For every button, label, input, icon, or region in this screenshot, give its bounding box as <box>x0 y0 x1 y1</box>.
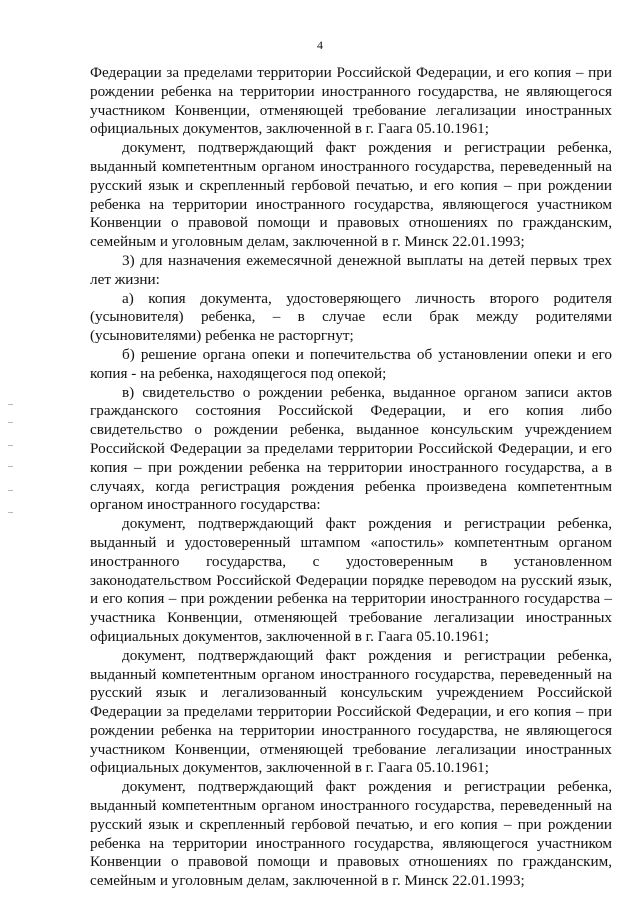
paragraph-continuation: Федерации за пределами территории Российской Федерации, и его копия – при рождении ребенка на территории иностранного государства, не являющегося участником Конвенции, отменяющей требование легализации иностранных официальных документов, заключенной в г. Гаага 05.10.1961; <box>90 64 612 138</box>
paragraph-item-c: в) свидетельство о рождении ребенка, выданное органом записи актов гражданского состояния Российской Федерации, и его копия либо свидетельство о рождении ребенка, выданное консульским учреждением Российской Федерации за пределами территории Российской Федерации, и его копия – при рождении ребенка на территории иностранного государства, а в случаях, когда регистрация рождения ребенка произведена компетентным органом иностранного государства: <box>90 383 612 514</box>
scan-mark <box>8 404 13 405</box>
scan-mark <box>8 512 13 513</box>
scan-margin-marks <box>8 400 20 530</box>
scan-mark <box>8 466 13 467</box>
paragraph-item-a: а) копия документа, удостоверяющего личность второго родителя (усыновителя) ребенка, – в случае если брак между родителями (усыновителями) ребенка не расторгнут; <box>90 289 612 345</box>
scan-mark <box>8 445 13 446</box>
scan-mark <box>8 422 13 423</box>
paragraph-sealed-document: документ, подтверждающий факт рождения и регистрации ребенка, выданный компетентным органом иностранного государства, переведенный на русский язык и скрепленный гербовой печатью, и его копия – при рождении ребенка на территории иностранного государства, являющегося участником Конвенции о правовой помощи и правовых отношениях по гражданским, семейным и уголовным делам, заключенной в г. Минск 22.01.1993; <box>90 778 612 890</box>
paragraph-item-b: б) решение органа опеки и попечительства об установлении опеки и его копия - на ребенка, находящегося под опекой; <box>90 345 612 382</box>
paragraph-apostille-document: документ, подтверждающий факт рождения и регистрации ребенка, выданный и удостоверенный штампом «апостиль» компетентным органом иностранного государства, с удостоверенным в установленном законодательством Российской Федерации порядке переводом на русский язык, и его копия – при рождении ребенка на территории иностранного государства – участника Конвенции, отменяющей требование легализации иностранных официальных документов, заключенной в г. Гаага 05.10.1961; <box>90 515 612 645</box>
paragraph-legalized-document: документ, подтверждающий факт рождения и регистрации ребенка, выданный компетентным органом иностранного государства, переведенный на русский язык и легализованный консульским учреждением Российской Федерации за пределами территории Российской Федерации, и его копия – при рождении ребенка на территории иностранного государства, не являющегося участником Конвенции, отменяющей требование легализации иностранных официальных документов, заключенной в г. Гаага 05.10.1961; <box>90 646 612 777</box>
paragraph-birth-document-minsk-convention: документ, подтверждающий факт рождения и регистрации ребенка, выданный компетентным органом иностранного государства, переведенный на русский язык и скрепленный гербовой печатью, и его копия – при рождении ребенка на территории иностранного государства, являющегося участником Конвенции о правовой помощи и правовых отношениях по гражданским, семейным и уголовным делам, заключенной в г. Минск 22.01.1993; <box>90 139 612 251</box>
paragraph-item-3-heading: 3) для назначения ежемесячной денежной выплаты на детей первых трех лет жизни: <box>90 251 612 288</box>
document-text-body <box>90 64 612 891</box>
scan-mark <box>8 490 13 491</box>
page-number: 4 <box>317 38 323 52</box>
